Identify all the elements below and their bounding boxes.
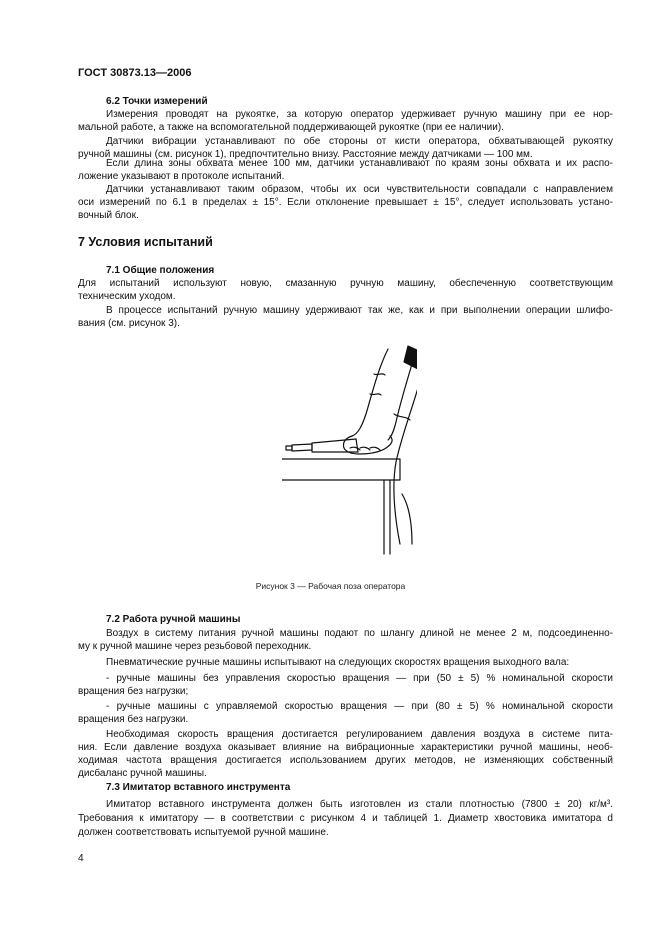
table-leg (384, 480, 390, 554)
paragraph-line: мальной работе, а также на вспомогательной поддерживающей рукоятке (при ее наличии). (78, 122, 504, 133)
operator-hand (343, 436, 392, 454)
paragraph-line: вочный блок. (78, 210, 139, 221)
list-item-line: вращения без нагрузки; (78, 686, 189, 697)
paragraph-line: му к ручной машине через резьбовой переходник. (78, 641, 312, 652)
operator-posture-figure (282, 344, 417, 570)
paragraph-line: Измерения проводят на рукоятке, за которую оператор удерживает ручную машину при ее нор- (106, 109, 613, 120)
paragraph-line: ходимая частота вращения достигается использованием других методов, не изменяющих собственный (78, 755, 613, 766)
figure-caption: Рисунок 3 — Рабочая поза оператора (255, 581, 406, 591)
paragraph-line: оси измерений по 6.1 в пределах ± 15°. Если отклонение превышает ± 15°, следует использовать устано- (78, 197, 613, 208)
paragraph-line: Датчики устанавливают таким образом, чтобы их оси чувствительности совпадали с направлением (106, 184, 613, 195)
section-6-2-title: 6.2 Точки измерений (106, 96, 208, 107)
paragraph-line: Пневматические ручные машины испытывают на следующих скоростях вращения выходного вала: (106, 657, 570, 668)
section-7-2-title: 7.2 Работа ручной машины (106, 614, 241, 625)
document-header: ГОСТ 30873.13—2006 (78, 67, 192, 79)
list-item-line: - ручные машины с управляемой скоростью вращения — при (80 ± 5) % номинальной скорости (106, 701, 613, 712)
paragraph-line: Требования к имитатору — в соответствии с рисунком 4 и таблицей 1. Диаметр хвостовика имитатора d (78, 813, 613, 824)
list-item-line: вращения без нагрузки. (78, 714, 189, 725)
paragraph-line: Датчики вибрации устанавливают по обе стороны от кисти оператора, обхватывающей рукоятку (106, 136, 613, 147)
section-7-1-title: 7.1 Общие положения (106, 265, 215, 276)
paragraph-line: ручной машины (см. рисунок 1), предпочтительно внизу. Расстояние между датчиками — 100 мм. (78, 149, 533, 160)
paragraph-line: ложение указывают в протоколе испытаний. (78, 171, 285, 182)
paragraph-line: Имитатор вставного инструмента должен быть изготовлен из стали плотностью (7800 ± 20) кг/м³. (106, 799, 613, 810)
section-7-3-title: 7.3 Имитатор вставного инструмента (106, 782, 291, 793)
table-top (282, 459, 400, 480)
paragraph-line: дисбаланс ручной машины. (78, 768, 207, 779)
grinder-tool (312, 439, 358, 452)
section-7-title: 7 Условия испытаний (78, 235, 213, 249)
paragraph-line: В процессе испытаний ручную машину удерживают так же, как и при выполнении операции шлифо- (106, 305, 613, 316)
paragraph-line: Воздух в систему питания ручной машины подают по шлангу длиной не менее 2 м, подсоединенно- (106, 628, 613, 639)
page-number: 4 (78, 853, 84, 864)
paragraph-line: ния. Если давление воздуха оказывает влияние на вибрационные характеристики ручной машины, необ- (78, 742, 613, 753)
operator-arm (352, 349, 388, 436)
paragraph-line: техническим уходом. (78, 291, 176, 302)
list-item-line: - ручные машины без управления скоростью вращения — при (50 ± 5) % номинальной скорости (106, 673, 613, 684)
paragraph-line: должен соответствовать испытуемой ручной машине. (78, 827, 329, 838)
paragraph-line: вания (см. рисунок 3). (78, 318, 180, 329)
paragraph-line: Если длина зоны обхвата менее 100 мм, датчики устанавливают по краям зоны обхвата и их распо- (106, 158, 613, 169)
paragraph-line: Для испытаний используют новую, смазанную ручную машину, обеспеченную соответствующим (78, 278, 613, 289)
paragraph-line: Необходимая скорость вращения достигается регулированием давления воздуха в системе пита- (106, 729, 613, 740)
